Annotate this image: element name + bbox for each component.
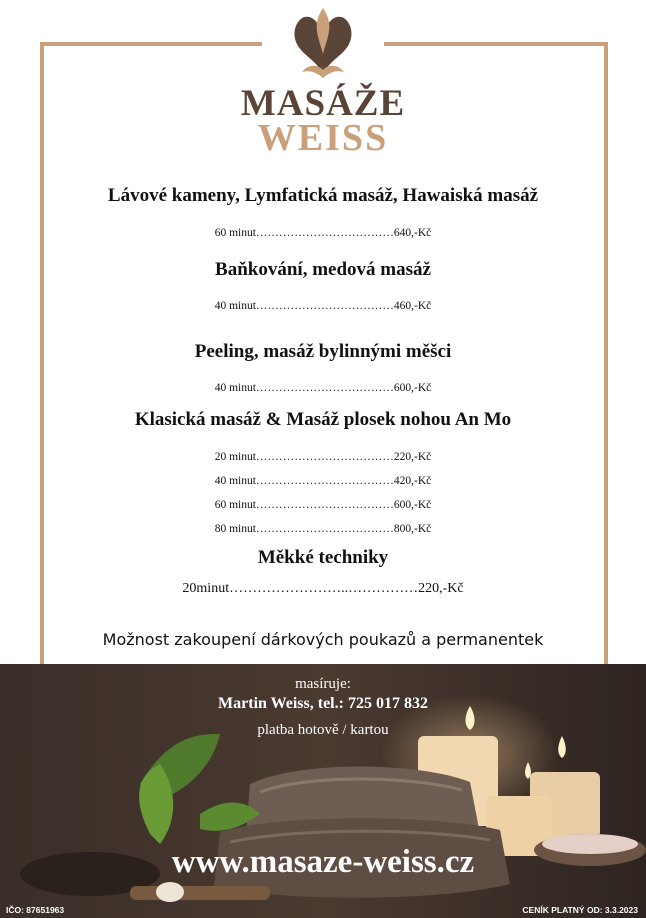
price-line: 60 minut………………………………600,-Kč xyxy=(214,499,432,511)
butterfly-icon xyxy=(288,6,358,82)
payment-info: platba hotově / kartou xyxy=(257,722,389,738)
price-line: 40 minut………………………………600,-Kč xyxy=(214,382,432,394)
price-line: 60 minut………………………………640,-Kč xyxy=(214,227,432,239)
gift-voucher-note: Možnost zakoupení dárkových poukazů a permanentek xyxy=(102,630,544,649)
service-title: Lávové kameny, Lymfatická masáž, Hawaiská masáž xyxy=(107,185,539,206)
service-title: Měkké techniky xyxy=(257,547,389,568)
contact-label: masíruje: xyxy=(295,676,351,692)
brand-name-line2: WEISS xyxy=(257,117,389,159)
frame-top-right xyxy=(384,42,608,46)
service-title: Baňkování, medová masáž xyxy=(215,259,431,280)
contact-name-phone: Martin Weiss, tel.: 725 017 832 xyxy=(218,695,428,712)
price-line: 40 minut………………………………460,-Kč xyxy=(214,300,432,312)
price-line: 20 minut………………………………220,-Kč xyxy=(214,451,432,463)
frame-top-left xyxy=(40,42,262,46)
website-link[interactable]: www.masaze-weiss.cz xyxy=(171,844,475,880)
service-title: Peeling, masáž bylinnými měšci xyxy=(194,341,452,362)
price-line: 40 minut………………………………420,-Kč xyxy=(214,475,432,487)
price-line: 20minut……………………..……………220,-Kč xyxy=(182,581,464,596)
brand-name-line1: MASÁŽE xyxy=(240,83,406,124)
service-title: Klasická masáž & Masáž plosek nohou An Mo xyxy=(134,409,512,430)
footer-valid-from: CENÍK PLATNÝ OD: 3.3.2023 xyxy=(522,905,638,915)
footer-ico: IČO: 87651963 xyxy=(6,905,65,915)
price-line: 80 minut………………………………800,-Kč xyxy=(214,523,432,535)
